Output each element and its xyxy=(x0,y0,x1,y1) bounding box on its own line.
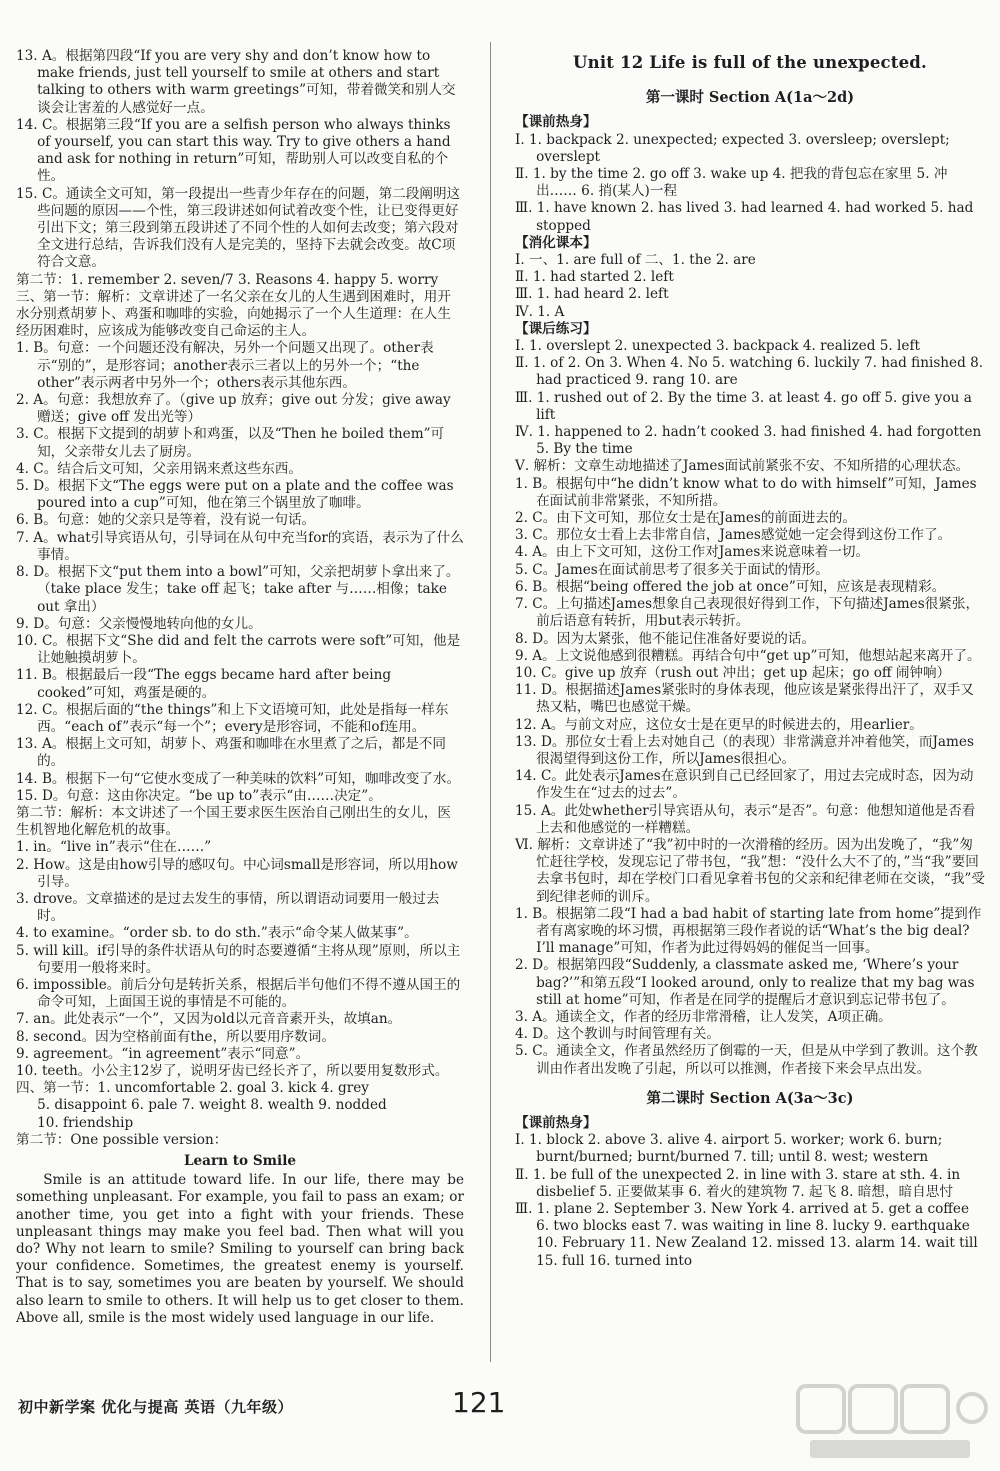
answer-item: Ⅰ. 1. backpack 2. unexpected; expected 3. oversleep; overslept; overslept xyxy=(515,131,950,165)
answer-item: 8. second。因为空格前面有the，所以要用序数词。 xyxy=(16,1028,335,1045)
answer-item: 8. D。因为太紧张，他不能记住准备好要说的话。 xyxy=(515,630,816,647)
answer-item: Ⅳ. 1. happened to 2. hadn’t cooked 3. had finished 4. had forgotten 5. By the time xyxy=(515,424,982,458)
answer-item: Ⅳ. 1. A xyxy=(515,303,565,320)
section-heading: 【课前热身】 xyxy=(515,114,597,131)
section-heading: 【课后练习】 xyxy=(515,320,597,337)
answer-item: 5. disappoint 6. pale 7. weight 8. wealth 9. nodded xyxy=(37,1097,387,1114)
answer-item: 13. A。根据第四段“If you are very shy and don’t know how to make friends, just tell yourself to smile at others and start talking to others with warm greetings”可知，带着微笑和别人交谈会让害羞的人感觉好一点。 xyxy=(16,48,456,116)
answer-item: 2. D。根据第四段“Suddenly, a classmate asked me, ‘Where’s your bag?’”和第五段“I looked around, only to realize that my bag was still at home”可知，作者是在同学的提醒后才意识到忘记带书包了。 xyxy=(515,957,975,1008)
answer-item: 10. friendship xyxy=(37,1114,134,1131)
answer-item: Ⅲ. 1. plane 2. September 3. New York 4. arrived at 5. get a coffee 6. two blocks east 7. was waiting in line 8. lucky 9. earthquake 10. February 11. New Zealand 12. missed 13. alarm 14. wait till 15. full 16. turned into xyxy=(515,1201,978,1269)
answer-item: 三、第一节：解析：文章讲述了一名父亲在女儿的人生遇到困难时，用开水分别煮胡萝卜、鸡蛋和咖啡的实验，向她揭示了一个人生道理：在人生经历困难时，应该成为能够改变自己命运的主人。 xyxy=(16,288,451,340)
answer-item: 3. A。通读全文，作者的经历非常滑稽，让人发笑，A项正确。 xyxy=(515,1008,892,1025)
answer-item: 14. C。此处表示James在意识到自己已经回家了，用过去完成时态，因为动作发生在“过去的过去”。 xyxy=(515,768,974,802)
answer-item: 12. A。与前文对应，这位女士是在更早的时候进去的，用earlier。 xyxy=(515,716,923,733)
unit-title: Unit 12 Life is full of the unexpected. xyxy=(573,53,927,72)
section-heading: 【消化课本】 xyxy=(515,234,597,251)
answer-item: 3. drove。文章描述的是过去发生的事情，所以谓语动词要用一般过去时。 xyxy=(16,890,440,925)
answer-item: 5. D。根据下文“The eggs were put on a plate and the coffee was poured into a cup”可知，他在第三个锅里放了咖啡。 xyxy=(16,478,454,512)
answer-item: 4. to examine。“order sb. to do sth.”表示“命令某人做某事”。 xyxy=(16,925,418,942)
answer-item: Ⅲ. 1. had heard 2. left xyxy=(515,286,669,303)
answer-item: 10. C。根据下文“She did and felt the carrots were soft”可知，他是让她触摸胡萝卜。 xyxy=(16,632,461,667)
answer-item: 5. C。James在面试前思考了很多关于面试的情形。 xyxy=(515,561,829,578)
answer-item: 4. C。结合后文可知，父亲用锅来煮这些东西。 xyxy=(16,460,302,477)
answer-item: 10. teeth。小公主12岁了，说明牙齿已经长齐了，所以要用复数形式。 xyxy=(16,1062,449,1079)
answer-item: 2. How。这是由how引导的感叹句。中心词small是形容词，所以用how引导。 xyxy=(16,856,458,890)
watermark-logo-icon xyxy=(790,1380,990,1465)
book-title: 初中新学案 优化与提高 英语（九年级） xyxy=(18,1398,293,1416)
answer-item: 2. A。句意：我想放弃了。（give up 放弃；give out 分发；give away 赠送；give off 发出光等） xyxy=(16,392,451,426)
answer-item: Ⅵ. 解析：文章讲述了“我”初中时的一次滑稽的经历。因为出发晚了，“我”匆忙赶往学校，发现忘记了带书包，“我”想：“没什么大不了的，”当“我”要回去拿书包时，却在学校门口看见拿着书包的父亲和纪律老师在交谈，“我”受到纪律老师的训斥。 xyxy=(515,836,985,905)
right-column xyxy=(515,48,985,1270)
answer-item: 第二节：One possible version： xyxy=(16,1131,228,1148)
answer-item: 1. B。句意：一个问题还没有解决，另外一个问题又出现了。other表示“别的”，是形容词；another表示三者以上的另外一个；“the other”表示两者中另外一个；others表示其他东西。 xyxy=(16,340,434,391)
lesson2-answer-list xyxy=(515,1115,985,1270)
answer-item: 6. B。根据“being offered the job at once”可知，应该是表现精彩。 xyxy=(515,578,946,595)
answer-item: 4. D。这个教训与时间管理有关。 xyxy=(515,1026,720,1043)
answer-item: Ⅱ. 1. had started 2. left xyxy=(515,269,674,286)
answer-item: 11. D。根据描述James紧张时的身体表现，他应该是紧张得出汗了，双手又热又粘，嘴巴也感觉干燥。 xyxy=(515,682,974,716)
section-heading: 【课前热身】 xyxy=(515,1114,597,1131)
answer-item: 5. will kill。if引导的条件状语从句的时态要遵循“主将从现”原则，所以主句要用一般将来时。 xyxy=(16,942,461,976)
answer-item: Ⅱ. 1. be full of the unexpected 2. in line with 3. stare at sth. 4. in disbelief 5. 正要做某事 6. 着火的建筑物 7. 起飞 8. 暗想，暗自思忖 xyxy=(515,1166,961,1200)
answer-item: 5. C。通读全文，作者虽然经历了倒霉的一天，但是从中学到了教训。这个教训由作者出发晚了引起，所以可以推测，作者接下来会早点出发。 xyxy=(515,1043,978,1077)
answer-item: 2. C。由下文可知，那位女士是在James的前面进去的。 xyxy=(515,510,857,527)
answer-item: 15. D。句意：这由你决定。“be up to”表示“由……决定”。 xyxy=(16,787,382,804)
answer-item: 9. A。上文说他感到很糟糕。再结合句中“get up”可知，他想站起来离开了。 xyxy=(515,647,981,664)
answer-item: 13. D。那位女士看上去对她自己（的表现）非常满意并冲着他笑，而James很渴望得到这份工作，所以James很担心。 xyxy=(515,733,974,767)
answer-item: 1. B。根据句中“he didn’t know what to do with himself”可知，James在面试前非常紧张，不知所措。 xyxy=(515,475,977,509)
answer-item: 1. B。根据第二段“I had a bad habit of starting late from home”提到作者有离家晚的坏习惯，再根据第三段作者说的话“What’s the big deal? I’ll manage”可知，作者为此过得妈妈的催促当一回事。 xyxy=(515,905,982,957)
lesson2-title: 第二课时 Section A(3a～3c) xyxy=(646,1089,854,1107)
answer-item: 3. C。那位女士看上去非常自信，James感觉她一定会得到这份工作了。 xyxy=(515,527,952,544)
lesson1-title: 第一课时 Section A(1a～2d) xyxy=(645,89,855,107)
left-answer-list xyxy=(16,48,464,1149)
answer-item: Ⅰ. 一、1. are full of 二、1. the 2. are xyxy=(515,252,756,269)
answer-item: 7. C。上句描述James想象自己表现很好得到工作，下句描述James很紧张，前后语意有转折，用but表示转折。 xyxy=(515,596,980,630)
answer-item: 8. D。根据下文“put them into a bowl”可知，父亲把胡萝卜拿出来了。（take place 发生；take off 起飞；take after 与……相像；take out 拿出） xyxy=(16,564,460,615)
answer-item: 7. an。此处表示“一个”，又因为old以元音音素开头，故填an。 xyxy=(16,1011,402,1028)
answer-item: 12. C。根据后面的“the things”和上下文语境可知，此处是指每一样东西。“each of”表示“每一个”；every是形容词，不能和of连用。 xyxy=(16,701,449,735)
answer-item: 6. impossible。前后分句是转折关系，根据后半句他们不得不遵从国王的命令可知，上面国王说的事情是不可能的。 xyxy=(16,976,461,1011)
answer-item: 15. C。通读全文可知，第一段提出一些青少年存在的问题，第二段阐明这些问题的原因——个性，第三段讲述如何试着改变个性，让已变得更好引出下文；第三段到第五段讲述了不同个性的人如何去改变；第六段对全文进行总结，告诉我们没有人是完美的，坚持下去就会改变。故C项符合文意。 xyxy=(16,185,461,271)
answer-item: 9. D。句意：父亲慢慢地转向他的女儿。 xyxy=(16,615,262,632)
answer-item: Ⅴ. 解析：文章生动地描述了James面试前紧张不安、不知所措的心理状态。 xyxy=(515,458,970,475)
answer-item: 7. A。what引导宾语从句，引导词在从句中充当for的宾语，表示为了什么事情。 xyxy=(16,529,464,563)
answer-item: Ⅱ. 1. of 2. On 3. When 4. No 5. watching 6. luckily 7. had finished 8. had practiced 9. rang 10. are xyxy=(515,355,984,389)
answer-item: 15. A。此处whether引导宾语从句，表示“是否”。句意：他想知道他是否看上去和他感觉的一样糟糕。 xyxy=(515,802,976,836)
answer-item: Ⅰ. 1. overslept 2. unexpected 3. backpack 4. realized 5. left xyxy=(515,338,920,355)
answer-item: 10. C。give up 放弃（rush out 冲出；get up 起床；go off 闹钟响） xyxy=(515,664,951,681)
answer-item: Ⅰ. 1. block 2. above 3. alive 4. airport 5. worker; work 6. burn; burnt/burned; burnt/burned 7. till; until 8. west; western xyxy=(515,1132,943,1166)
answer-item: Ⅱ. 1. by the time 2. go off 3. wake up 4. 把我的背包忘在家里 5. 冲出…… 6. 捎(某人)一程 xyxy=(515,166,948,200)
answer-item: Ⅲ. 1. rushed out of 2. By the time 3. at least 4. go off 5. give you a lift xyxy=(515,389,972,423)
answer-item: 1. in。“live in”表示“住在……” xyxy=(16,839,212,856)
left-column xyxy=(16,48,464,1327)
answer-item: 四、第一节：1. uncomfortable 2. goal 3. kick 4. grey xyxy=(16,1080,369,1097)
answer-item: 14. C。根据第三段“If you are a selfish person who always thinks of yourself, you can start this way. Try to give others a hand and ask for nothing in return”可知，帮助别人可以改变自私的个性。 xyxy=(16,116,451,185)
answer-item: 14. B。根据下一句“它使水变成了一种美味的饮料”可知，咖啡改变了水。 xyxy=(16,770,461,787)
answer-item: 4. A。由上下文可知，这份工作对James来说意味着一切。 xyxy=(515,544,870,561)
answer-item: 3. C。根据下文提到的胡萝卜和鸡蛋，以及“Then he boiled them”可知，父亲带女儿去了厨房。 xyxy=(16,426,445,460)
answer-item: Ⅲ. 1. have known 2. has lived 3. had learned 4. had worked 5. had stopped xyxy=(515,200,974,234)
answer-item: 第二节：解析：本文讲述了一个国王要求医生医治自己刚出生的女儿，医生机智地化解危机的故事。 xyxy=(16,804,451,839)
answer-item: 13. A。根据上文可知，胡萝卜、鸡蛋和咖啡在水里煮了之后，都是不同的。 xyxy=(16,736,446,770)
page-number: 121 xyxy=(452,1386,506,1419)
answer-item: 11. B。根据最后一段“The eggs became hard after being cooked”可知，鸡蛋是硬的。 xyxy=(16,667,392,701)
answer-item: 9. agreement。“in agreement”表示“同意”。 xyxy=(16,1045,310,1062)
column-divider xyxy=(490,42,491,1362)
lesson1-answer-list xyxy=(515,114,985,1077)
essay-body: Smile is an attitude toward life. In our life, there may be something unpleasant. For example, you fail to pass an exam; or another time, you get into a fight with your friends. These unpleasant things may make you feel bad. Then what will you do? Why not learn to smile? Smiling to yourself can bring back your confidence. Sometimes, the greatest enemy is yourself. That is to say, sometimes you are beaten by yourself. We should also learn to smile to others. It will help us to get closer to them. Above all, smile is the most widely used language in our life. xyxy=(16,1172,464,1326)
essay-title: Learn to Smile xyxy=(183,1153,297,1169)
answer-item: 第二节：1. remember 2. seven/7 3. Reasons 4. happy 5. worry xyxy=(16,271,439,288)
answer-item: 6. B。句意：她的父亲只是等着，没有说一句话。 xyxy=(16,512,316,529)
